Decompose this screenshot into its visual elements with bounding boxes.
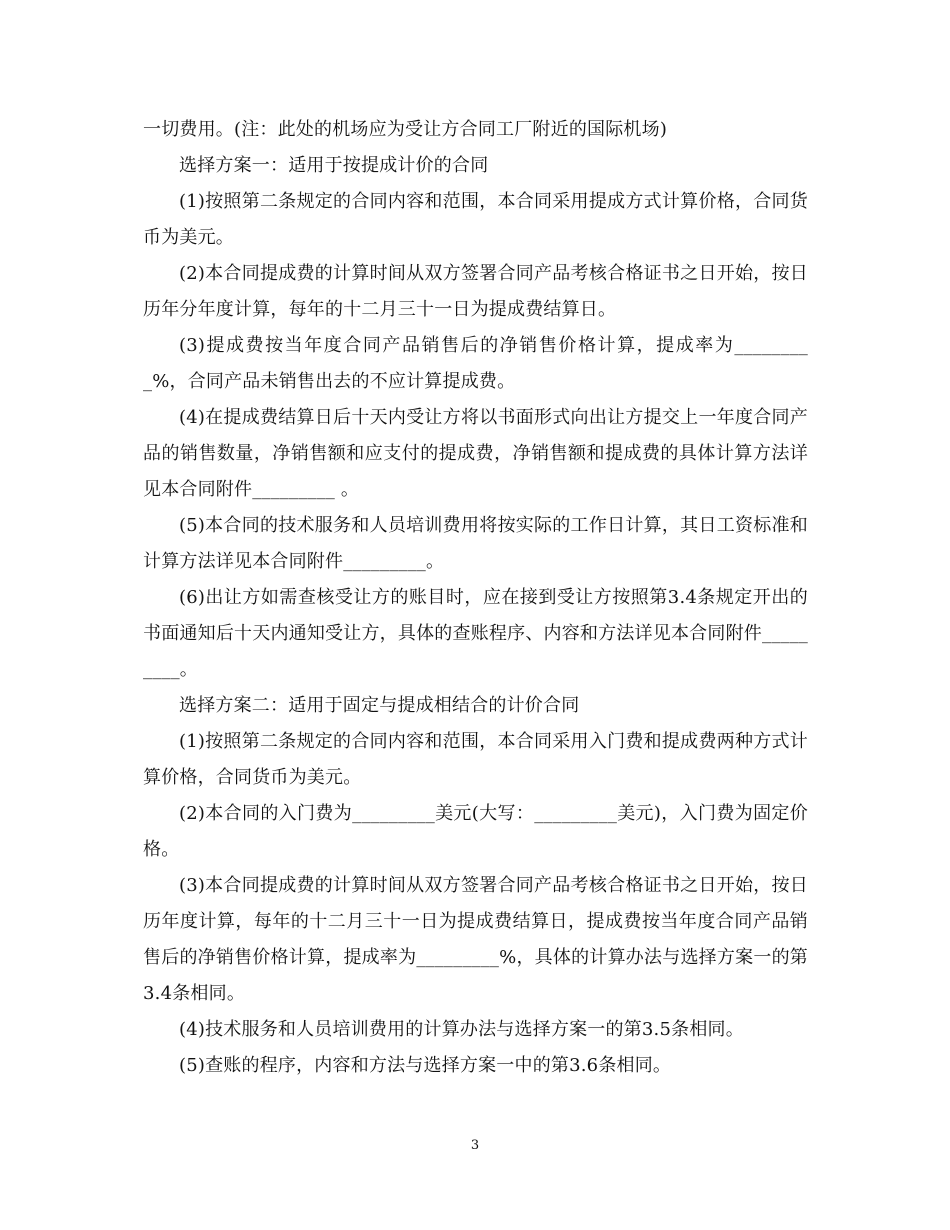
paragraph-8: (6)出让方如需查核受让方的账目时，应在接到受让方按照第3.4条规定开出的书面通知后十天内通知受让方，具体的查账程序、内容和方法详见本合同附件_________。	[143, 587, 808, 680]
paragraph-9: 选择方案二：适用于固定与提成相结合的计价合同	[179, 695, 580, 716]
paragraph-6: (4)在提成费结算日后十天内受让方将以书面形式向出让方提交上一年度合同产品的销售数量，净销售额和应支付的提成费，净销售额和提成费的具体计算方法详见本合同附件_________ 。	[143, 407, 808, 500]
paragraph-3: (1)按照第二条规定的合同内容和范围，本合同采用提成方式计算价格，合同货币为美元。	[143, 191, 808, 248]
paragraph-10: (1)按照第二条规定的合同内容和范围，本合同采用入门费和提成费两种方式计算价格，合同货币为美元。	[143, 731, 808, 788]
paragraph-12: (3)本合同提成费的计算时间从双方签署合同产品考核合格证书之日开始，按日历年度计算，每年的十二月三十一日为提成费结算日，提成费按当年度合同产品销售后的净销售价格计算，提成率为_________%，具体的计算办法与选择方案一的第3.4条相同。	[143, 875, 808, 1004]
paragraph-4: (2)本合同提成费的计算时间从双方签署合同产品考核合格证书之日开始，按日历年分年度计算，每年的十二月三十一日为提成费结算日。	[143, 263, 808, 320]
paragraph-11: (2)本合同的入门费为_________美元(大写：_________美元)，入门费为固定价格。	[143, 803, 808, 860]
paragraph-1: 一切费用。(注：此处的机场应为受让方合同工厂附近的国际机场)	[143, 119, 668, 140]
paragraph-7: (5)本合同的技术服务和人员培训费用将按实际的工作日计算，其日工资标准和计算方法详见本合同附件_________。	[143, 515, 808, 572]
paragraph-14: (5)查账的程序，内容和方法与选择方案一中的第3.6条相同。	[179, 1055, 672, 1076]
page-number: 3	[470, 1138, 480, 1153]
paragraph-2: 选择方案一：适用于按提成计价的合同	[179, 155, 489, 176]
paragraph-13: (4)技术服务和人员培训费用的计算办法与选择方案一的第3.5条相同。	[179, 1019, 744, 1040]
document-body	[143, 112, 808, 1084]
paragraph-5: (3)提成费按当年度合同产品销售后的净销售价格计算，提成率为_________%，合同产品未销售出去的不应计算提成费。	[143, 335, 808, 392]
